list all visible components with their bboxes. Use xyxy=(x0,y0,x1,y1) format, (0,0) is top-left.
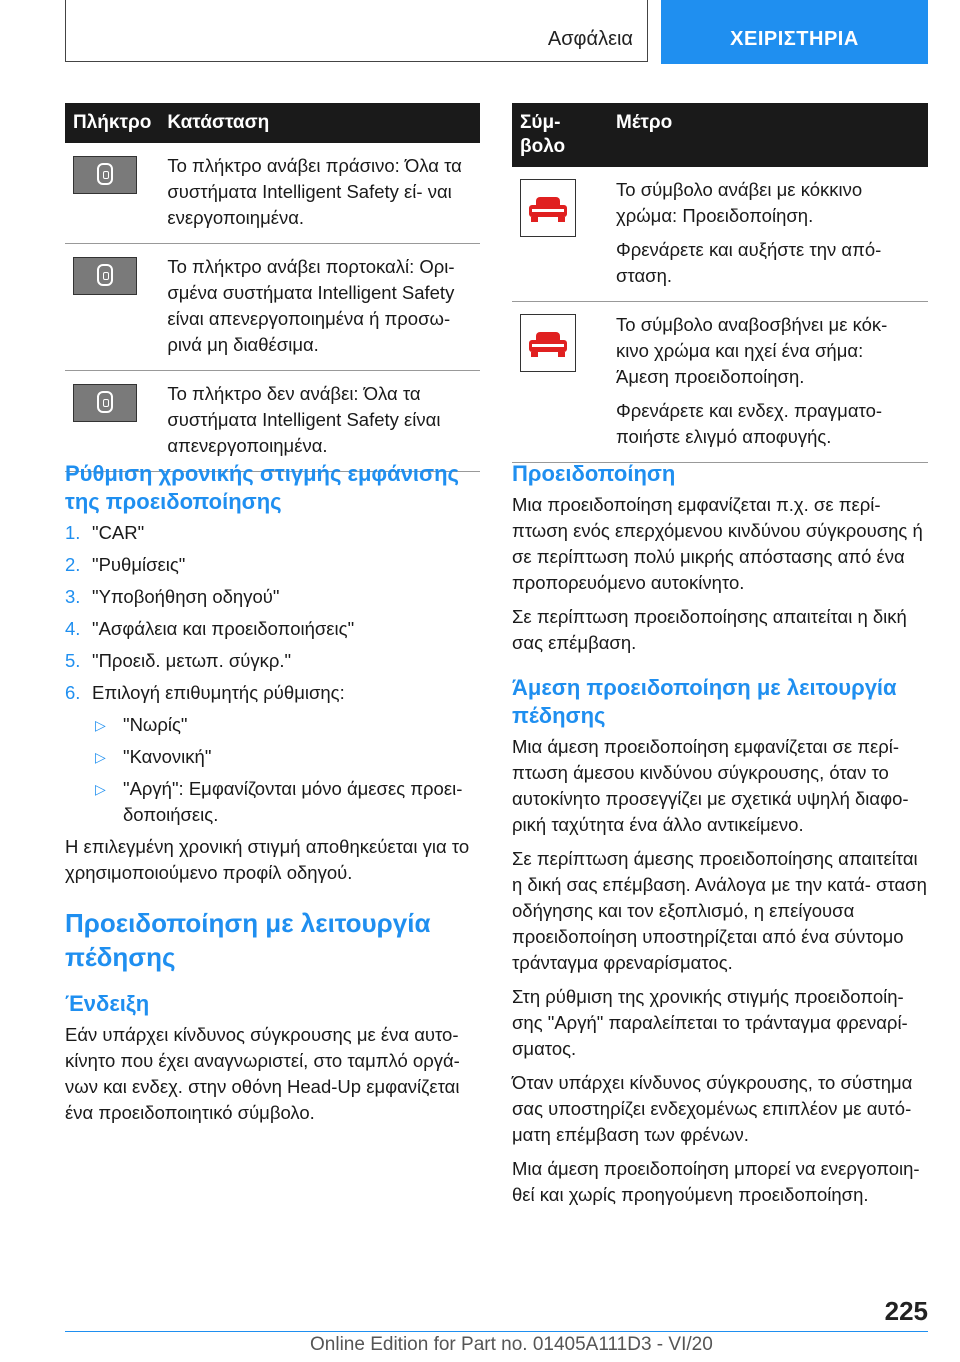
button-status-table xyxy=(65,103,480,472)
paragraph: Μια άμεση προειδοποίηση μπορεί να ενεργοποιη- θεί και χωρίς προηγούμενη προειδοποίηση. xyxy=(512,1158,920,1205)
red-car-warning-icon xyxy=(520,179,576,237)
list-item: 5. "Προειδ. μετωπ. σύγκρ." xyxy=(65,650,292,671)
page-header xyxy=(65,0,928,64)
col-header-button: Πλήκτρο xyxy=(65,103,159,143)
paragraph: Στη ρύθμιση της χρονικής στιγμής προειδοποίη- σης "Αργή" παραλείπεται το τράνταγμα φρεναρί- σματος. xyxy=(512,986,908,1059)
heading-warning: Προειδοποίηση xyxy=(512,461,676,486)
paragraph: Εάν υπάρχει κίνδυνος σύγκρουσης με ένα αυτο- κίνητο που έχει αναγνωριστεί, στο ταμπλό οργά- νων και ενδεχ. στην οθόνη Head-Up εμφανίζεται ένα προειδοποιητικό σύμβολο. xyxy=(65,1024,460,1123)
table-row xyxy=(65,143,480,244)
table-row xyxy=(65,244,480,371)
list-item: ▷ "Αργή": Εμφανίζονται μόνο άμεσες προει- δοποιήσεις. xyxy=(95,778,463,825)
footer-divider xyxy=(65,1331,928,1332)
list-item: 3. "Υποβοήθηση οδηγού" xyxy=(65,586,280,607)
triangle-bullet-icon: ▷ xyxy=(95,749,106,765)
table-row xyxy=(512,302,928,463)
col-header-action: Μέτρο xyxy=(608,103,928,167)
red-car-warning-icon xyxy=(520,314,576,372)
edition-footer: Online Edition for Part no. 01405A111D3 - VI/20 xyxy=(310,1334,713,1355)
table-row xyxy=(512,167,928,302)
action-text: Το σύμβολο ανάβει με κόκκινο χρώμα: Προειδοποίηση. xyxy=(616,179,863,226)
heading-acute-warning: Άμεση προειδοποίηση με λειτουργία πέδησης xyxy=(512,675,897,728)
paragraph: Μια άμεση προειδοποίηση εμφανίζεται σε περί- πτωση άμεσου κινδύνου σύγκρουσης, όταν το αυτοκίνητο προσεγγίζει με σχετικά υψηλή διαφο- ρική ταχύτητα ένα άλλο αντικείμενο. xyxy=(512,736,909,835)
paragraph: Σε περίπτωση άμεσης προειδοποίησης απαιτείται η δική σας επέμβαση. Ανάλογα με την κατά- σταση οδήγησης και τον εξοπλισμό, η επείγουσα προειδοποίηση υποστηρίζεται από ένα σύντομο τράνταγμα φρεναρίσματος. xyxy=(512,848,927,973)
status-text: Το πλήκτρο δεν ανάβει: Όλα τα συστήματα Intelligent Safety είναι απενεργοποιημένα. xyxy=(159,371,480,472)
right-column xyxy=(512,460,928,1216)
intelligent-safety-button-icon xyxy=(73,384,137,422)
section-tab xyxy=(65,0,648,62)
paragraph: Η επιλεγμένη χρονική στιγμή αποθηκεύεται για το χρησιμοποιούμενο προφίλ οδηγού. xyxy=(65,836,470,883)
section-title: Ασφάλεια xyxy=(547,28,633,50)
paragraph: Όταν υπάρχει κίνδυνος σύγκρουσης, το σύστημα σας υποστηρίζει ενδεχομένως επιπλέον με αυτό- ματη επέμβαση των φρένων. xyxy=(512,1072,913,1145)
heading-indication: Ένδειξη xyxy=(65,991,150,1016)
list-item: ▷ "Νωρίς" xyxy=(65,712,480,738)
left-column xyxy=(65,460,480,1134)
list-item: 4. "Ασφάλεια και προειδοποιήσεις" xyxy=(65,618,355,639)
chapter-title: ΧΕΙΡΙΣΤΗΡΙΑ xyxy=(730,28,859,50)
action-text: Φρενάρετε και αυξήστε την από- σταση. xyxy=(616,239,882,286)
chapter-tab xyxy=(661,0,928,64)
list-item: 1. "CAR" xyxy=(65,522,145,543)
heading-brake-warning: Προειδοποίηση με λειτουργία πέδησης xyxy=(65,908,431,972)
steps-list xyxy=(65,520,480,706)
list-item: 2. "Ρυθμίσεις" xyxy=(65,554,186,575)
col-header-symbol: Σύμ- βολο xyxy=(512,103,608,167)
heading-warning-timing: Ρύθμιση χρονικής στιγμής εμφάνισης της προειδοποίησης xyxy=(65,461,459,514)
triangle-bullet-icon: ▷ xyxy=(95,781,106,797)
page-number: 225 xyxy=(884,1296,928,1326)
status-text: Το πλήκτρο ανάβει πορτοκαλί: Ορι- σμένα συστήματα Intelligent Safety είναι απενεργοποιημένα ή προσω- ρινά μη διαθέσιμα. xyxy=(159,244,480,371)
paragraph: Σε περίπτωση προειδοποίησης απαιτείται η δική σας επέμβαση. xyxy=(512,606,907,653)
list-item: ▷ "Κανονική" xyxy=(65,744,480,770)
intelligent-safety-button-icon xyxy=(73,156,137,194)
action-text: Το σύμβολο αναβοσβήνει με κόκ- κινο χρώμα και ηχεί ένα σήμα: Άμεση προειδοποίηση. xyxy=(616,314,888,387)
action-text: Φρενάρετε και ενδεχ. πραγματο- ποιήστε ελιγμό αποφυγής. xyxy=(616,400,883,447)
list-item: 6. Επιλογή επιθυμητής ρύθμισης: xyxy=(65,682,345,703)
intelligent-safety-button-icon xyxy=(73,257,137,295)
table-row xyxy=(65,371,480,472)
status-text: Το πλήκτρο ανάβει πράσινο: Όλα τα συστήματα Intelligent Safety εί- ναι ενεργοποιημένα. xyxy=(159,143,480,244)
symbol-action-table xyxy=(512,103,928,463)
triangle-bullet-icon: ▷ xyxy=(95,717,106,733)
paragraph: Μια προειδοποίηση εμφανίζεται π.χ. σε περί- πτωση ενός επερχόμενου κινδύνου σύγκρουσης ή σε περίπτωση πολύ μικρής απόστασης από ένα προπορευόμενο αυτοκίνητο. xyxy=(512,494,923,593)
options-list xyxy=(65,712,480,828)
col-header-status: Κατάσταση xyxy=(159,103,480,143)
